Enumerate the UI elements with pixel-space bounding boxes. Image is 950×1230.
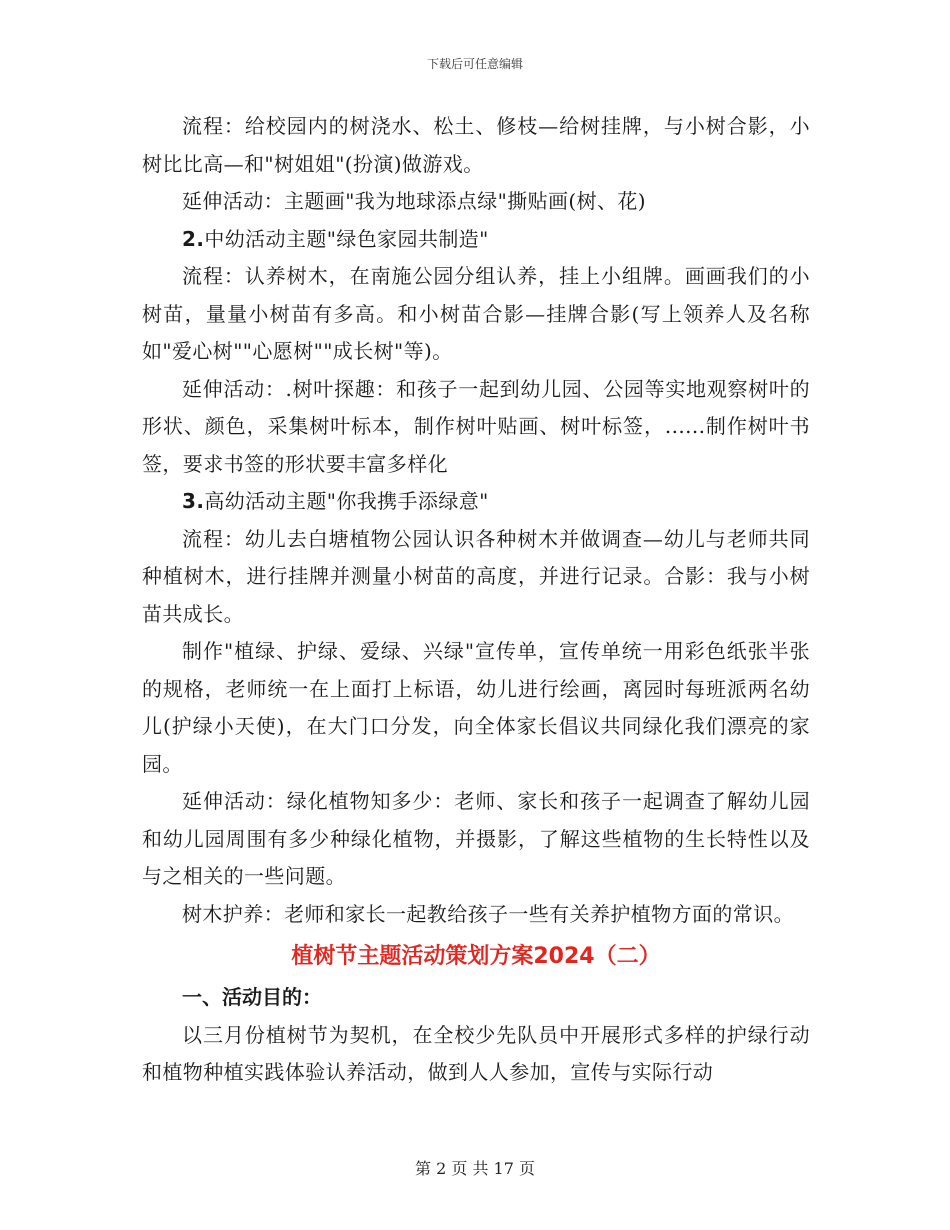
document-body [142, 108, 810, 1092]
section-title: 植树节主题活动策划方案2024（二） [291, 944, 661, 969]
header-note: 下载后可任意编辑 [426, 57, 523, 71]
paragraph-purpose: 以三月份植树节为契机，在全校少先队员中开展形式多样的护绿行动和植物种植实践体验认养活动，做到人人参加，宣传与实际行动 [142, 1022, 810, 1084]
paragraph-extension-middle: 延伸活动：.树叶探趣：和孩子一起到幼儿园、公园等实地观察树叶的形状、颜色，采集树叶标本，制作树叶贴画、树叶标签，......制作树叶书签，要求书签的形状要丰富多样化 [142, 376, 810, 476]
paragraph-flyer: 制作"植绿、护绿、爱绿、兴绿"宣传单，宣传单统一用彩色纸张半张的规格，老师统一在上面打上标语，幼儿进行绘画，离园时每班派两名幼儿(护绿小天使)，在大门口分发，向全体家长倡议共同绿化我们漂亮的家园。 [142, 639, 810, 776]
heading-senior-class [142, 483, 810, 521]
paragraph-process-junior: 流程：给校园内的树浇水、松土、修枝—给树挂牌，与小树合影，小树比比高—和"树姐姐"(扮演)做游戏。 [142, 114, 810, 176]
heading-text: 高幼活动主题"你我携手添绿意" [204, 489, 489, 513]
page-footer: 第 2 页 共 17 页 [415, 1159, 535, 1178]
paragraph-process-middle: 流程：认养树木，在南施公园分组认养，挂上小组牌。画画我们的小树苗，量量小树苗有多高。和小树苗合影—挂牌合影(写上领养人及名称如"爱心树""心愿树""成长树"等)。 [142, 264, 810, 363]
paragraph-process-senior: 流程：幼儿去白塘植物公园认识各种树木并做调查—幼儿与老师共同种植树木，进行挂牌并测量小树苗的高度，并进行记录。合影：我与小树苗共成长。 [142, 526, 810, 626]
heading-middle-class [142, 221, 810, 259]
heading-text: 中幼活动主题"绿色家园共制造" [204, 226, 489, 251]
paragraph-extension-senior: 延伸活动：绿化植物知多少：老师、家长和孩子一起调查了解幼儿园和幼儿园周围有多少种绿化植物，并摄影，了解这些植物的生长特性以及与之相关的一些问题。 [142, 789, 810, 888]
heading-number: 3. [182, 489, 205, 513]
paragraph-tree-care: 树木护养：老师和家长一起教给孩子一些有关养护植物方面的常识。 [182, 901, 794, 926]
heading-number: 2. [182, 226, 205, 251]
paragraph-extension-junior: 延伸活动：主题画"我为地球添点绿"撕贴画(树、花) [182, 189, 647, 213]
section-subtitle: 一、活动目的： [182, 985, 322, 1009]
